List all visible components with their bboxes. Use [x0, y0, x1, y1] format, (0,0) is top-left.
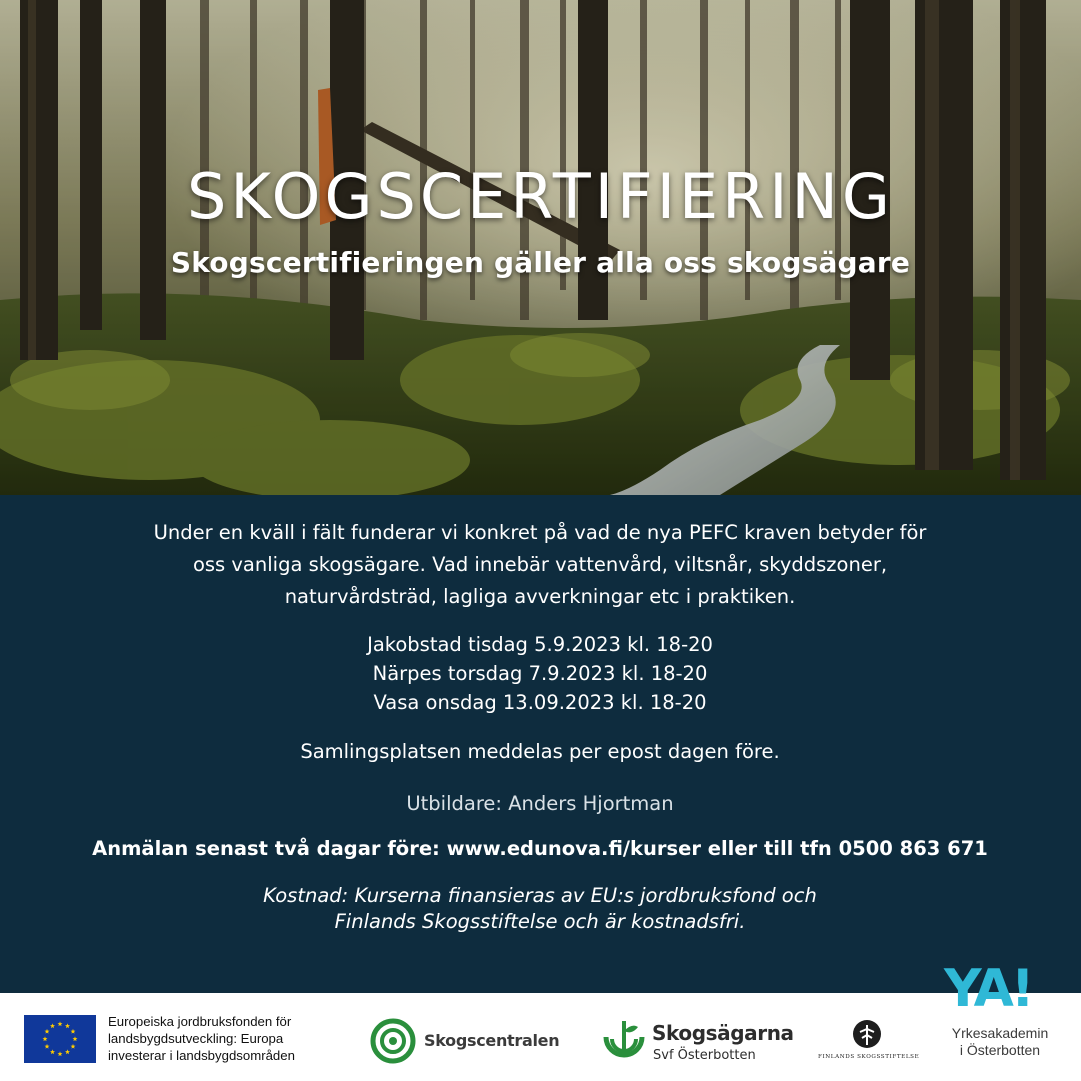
skogsagarna-logo-text: Skogsägarna — [652, 1021, 794, 1045]
cost-line: Finlands Skogsstiftelse och är kostnadsfri. — [334, 910, 746, 933]
cost-line: Kostnad: Kurserna finansieras av EU:s jordbruksfond och — [263, 884, 817, 907]
eu-flag-icon — [24, 1015, 96, 1063]
event-date-vasa: Vasa onsdag 13.09.2023 kl. 18-20 — [373, 691, 707, 714]
eu-star — [71, 1044, 76, 1049]
ya-logo-text — [930, 1025, 1070, 1059]
ya-logo-mark: YA! — [944, 959, 1032, 1019]
eu-fund-line: investerar i landsbygdsområden — [108, 1048, 295, 1063]
skogsagarna-subtext: Svf Österbotten — [653, 1048, 756, 1063]
eu-star — [45, 1044, 50, 1049]
intro-line: Under en kväll i fält funderar vi konkret på vad de nya PEFC kraven betyder för — [153, 521, 927, 544]
intro-line: oss vanliga skogsägare. Vad innebär vattenvård, viltsnår, skyddszoner, — [192, 553, 888, 576]
cost-text — [90, 883, 990, 935]
hero-forest-photo — [0, 0, 1081, 495]
eu-star — [50, 1049, 55, 1054]
eu-fund-line: Europeiska jordbruksfonden för — [108, 1014, 292, 1029]
eu-star — [45, 1029, 50, 1034]
sponsor-footer — [0, 959, 1081, 1081]
eu-star — [58, 1021, 63, 1026]
eu-star — [71, 1029, 76, 1034]
eu-star — [50, 1023, 55, 1028]
ya-logo-line: Yrkesakademin — [951, 1025, 1049, 1041]
page-subtitle: Skogscertifieringen gäller alla oss skogsägare — [170, 246, 911, 279]
intro-line: naturvårdsträd, lagliga avverkningar etc i praktiken. — [284, 585, 796, 608]
skogsstiftelse-logo-text: FINLANDS SKOGSSTIFTELSE — [818, 1054, 920, 1060]
eu-star — [58, 1051, 63, 1056]
skogsagarna-sprout-icon — [602, 1015, 646, 1063]
eu-star — [43, 1036, 48, 1041]
meeting-point-text: Samlingsplatsen meddelas per epost dagen före. — [300, 740, 780, 763]
ya-logo-line: i Österbotten — [959, 1042, 1041, 1058]
page-title: SKOGSCERTIFIERING — [187, 160, 894, 233]
skogscentralen-ring-icon — [370, 1018, 416, 1064]
info-panel — [0, 495, 1081, 993]
intro-paragraph — [90, 517, 990, 613]
signup-text: Anmälan senast två dagar före: www.edunova.fi/kurser eller till tfn 0500 863 671 — [92, 837, 988, 860]
event-date-jakobstad: Jakobstad tisdag 5.9.2023 kl. 18-20 — [367, 633, 713, 656]
event-dates — [90, 630, 990, 717]
eu-fund-text — [108, 1013, 348, 1064]
eu-fund-line: landsbygdsutveckling: Europa — [108, 1031, 284, 1046]
event-date-narpes: Närpes torsdag 7.9.2023 kl. 18-20 — [372, 662, 708, 685]
eu-star — [73, 1036, 78, 1041]
eu-star — [65, 1049, 70, 1054]
skogscentralen-logo-text: Skogscentralen — [424, 1031, 560, 1050]
skogsstiftelse-emblem-icon — [848, 1019, 886, 1051]
trainer-text: Utbildare: Anders Hjortman — [406, 792, 674, 815]
eu-star — [65, 1023, 70, 1028]
